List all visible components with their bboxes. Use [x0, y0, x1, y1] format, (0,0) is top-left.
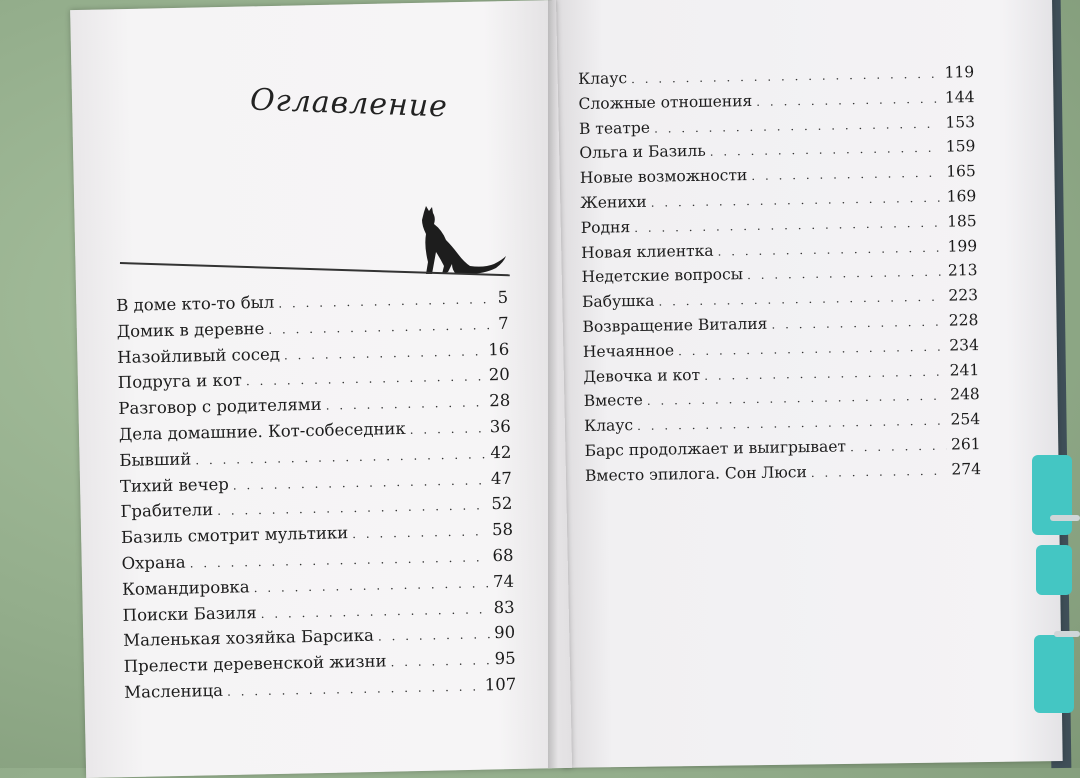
dot-leader [352, 524, 488, 541]
dot-leader [811, 463, 948, 479]
toc-entry-page: 95 [494, 648, 516, 669]
toc-entry-page: 52 [491, 494, 513, 514]
dot-leader [217, 499, 488, 519]
toc-entry-page: 159 [945, 137, 976, 156]
toc-entry-page: 42 [490, 442, 512, 462]
dot-leader [253, 576, 489, 595]
dot-leader [227, 679, 481, 698]
book-gutter [548, 0, 558, 768]
toc-entry-page: 153 [945, 112, 976, 132]
toc-entry-title: Родня [580, 217, 631, 237]
toc-entry-title: Домик в деревне [116, 318, 265, 341]
toc-entry-page: 248 [949, 385, 980, 404]
toc-entry-page: 47 [490, 468, 513, 488]
toc-entry-page: 261 [950, 434, 981, 454]
toc-entry-page: 119 [944, 63, 975, 82]
toc-entry-title: Женихи [580, 192, 647, 212]
dot-leader [268, 318, 494, 337]
toc-entry-page: 90 [493, 623, 516, 643]
dot-leader [190, 550, 489, 570]
toc-entry-page: 274 [951, 459, 982, 479]
dot-leader [651, 191, 943, 210]
toc-entry-page: 74 [492, 571, 515, 591]
toc-entry-title: Ольга и Базиль [579, 142, 706, 163]
toc-entry-page: 36 [489, 416, 512, 437]
toc-entry-page: 254 [950, 410, 981, 429]
toc-entry-title: Бывший [119, 449, 192, 470]
toc-entry-page: 185 [946, 211, 977, 231]
dot-leader [378, 628, 491, 644]
toc-entry-page: 234 [949, 335, 980, 355]
toc-entry-page: 58 [491, 519, 514, 540]
dot-leader [710, 141, 942, 159]
toc-entry-title: Прелести деревенской жизни [123, 651, 387, 677]
toc-entry-title: Масленица [124, 680, 224, 702]
toc-entry-title: Дела домашние. Кот-собеседник [118, 418, 406, 444]
toc-entry-title: Грабители [120, 500, 214, 522]
toc-entry-page: 199 [947, 236, 978, 256]
toc-entry-page: 107 [484, 674, 517, 695]
toc-entry-title: Вместе [583, 391, 643, 411]
dot-leader [771, 315, 945, 332]
toc-entry-page: 16 [487, 339, 510, 359]
dot-leader [637, 414, 947, 433]
toc-entry-page: 228 [948, 311, 979, 330]
toc-entry-title: Сложные отношения [578, 91, 753, 113]
toc-entry-title: Разговор с родителями [118, 394, 322, 419]
dot-leader [326, 395, 486, 412]
toc-entry-title: Назойливый сосед [117, 344, 281, 367]
toc-entry-page: 20 [488, 365, 510, 385]
dot-leader [717, 240, 943, 258]
toc-entry-title: Бабушка [581, 291, 655, 312]
toc-entry-title: Новые возможности [579, 166, 748, 188]
toc-entry-page: 5 [497, 287, 509, 308]
dot-leader [704, 364, 946, 382]
toc-entry-page: 68 [492, 545, 514, 566]
toc-entry-page: 169 [946, 187, 977, 206]
dot-leader [390, 653, 490, 669]
dot-leader [647, 389, 947, 408]
dot-leader [654, 116, 942, 135]
toc-entry-title: Недетские вопросы [581, 265, 744, 287]
dot-leader [756, 91, 941, 108]
dot-leader [278, 292, 494, 311]
dot-leader [678, 339, 945, 358]
toc-entry-title: В доме кто-то был [116, 292, 275, 315]
toc-entry-title: Вместо эпилога. Сон Люси [584, 462, 807, 485]
toc-entry-page: 144 [944, 87, 975, 107]
toc-entry-page: 83 [493, 597, 515, 617]
dot-leader [631, 67, 941, 86]
toc-entry-title: Охрана [121, 552, 186, 573]
toc-entry-title: Девочка и кот [583, 365, 701, 386]
toc-entry-title: Базиль смотрит мультики [120, 523, 349, 548]
dot-leader [233, 473, 487, 492]
toc-entry-page: 223 [948, 286, 979, 305]
toc-entry-page: 7 [497, 313, 509, 333]
toc-entry-title: Тихий вечер [119, 474, 229, 496]
dot-leader [658, 290, 944, 309]
dot-leader [634, 215, 943, 234]
toc-entry-page: 165 [946, 162, 976, 181]
toc-entry-title: Командировка [121, 577, 250, 599]
dot-leader [747, 265, 944, 282]
toc-entry-page: 213 [947, 261, 978, 280]
toc-title: Оглавление [249, 82, 449, 125]
toc-entry-title: Подруга и кот [117, 370, 243, 393]
binder-clip-icon [1030, 455, 1080, 715]
toc-entry-page: 241 [949, 360, 980, 380]
dot-leader [850, 439, 947, 455]
toc-entry-page: 28 [489, 390, 511, 411]
dot-leader [410, 421, 486, 437]
cat-silhouette-icon [412, 206, 512, 278]
toc-list-right [578, 63, 981, 491]
dot-leader [751, 166, 942, 183]
dot-leader [195, 447, 486, 467]
toc-entry-title: Клаус [584, 416, 634, 436]
toc-entry-title: Поиски Базиля [122, 602, 257, 625]
toc-list-left [116, 288, 517, 709]
toc-entry-title: Нечаянное [582, 341, 675, 361]
toc-entry-title: Новая клиентка [581, 241, 714, 262]
toc-entry-title: Клаус [578, 69, 628, 88]
dot-leader [261, 602, 490, 621]
dot-leader [284, 344, 485, 362]
toc-entry-title: Возвращение Виталия [582, 314, 768, 336]
toc-entry-title: В театре [578, 118, 651, 138]
toc-entry-title: Барс продолжает и выигрывает [584, 437, 847, 460]
toc-entry-title: Маленькая хозяйка Барсика [123, 626, 375, 651]
dot-leader [246, 370, 485, 389]
